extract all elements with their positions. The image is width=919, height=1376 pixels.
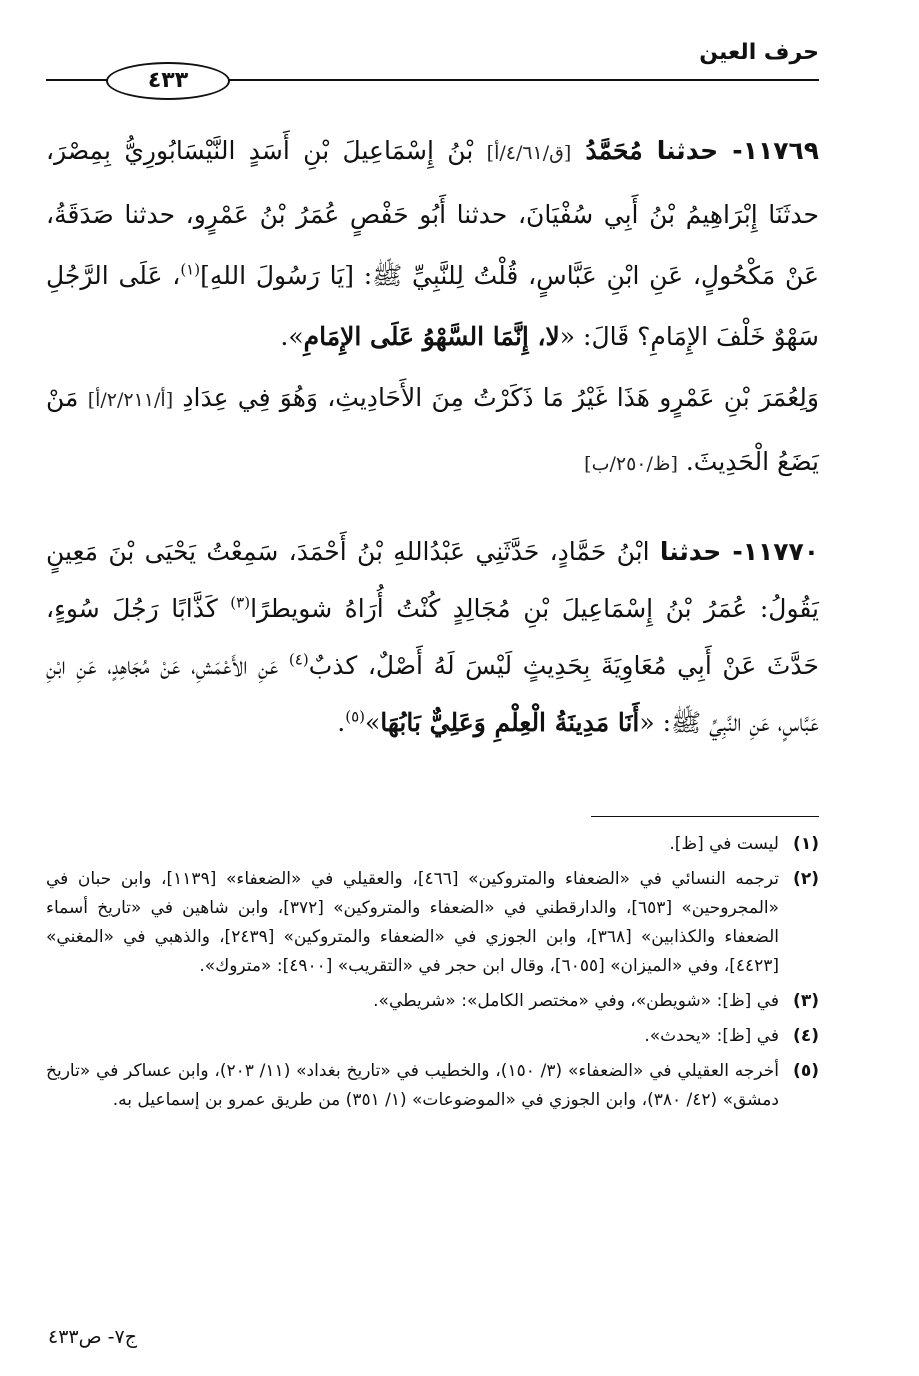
footnote-text: أخرجه العقيلي في «الضعفاء» (٣/ ١٥٠)، والخطيب في «تاريخ بغداد» (١١/ ٢٠٣)، وابن عساكر في «تاريخ دمشق» (٤٢/ ٣٨٠)، وابن الجوزي في «الموضوعات» (١/ ٣٥١) من طريق عمرو بن إسماعيل به. — [46, 1061, 779, 1110]
manuscript-ref: [ظ/٢٥٠/ب] — [584, 453, 678, 475]
footnote-text: ترجمه النسائي في «الضعفاء والمتروكين» [٤٦٦]، والعقيلي في «الضعفاء» [١١٣٩]، وابن حبان في «المجروحين» [٦٥٣]، والدارقطني في «الضعفاء والمتروكين» [٣٧٢]، وابن شاهين في «تاريخ أسماء الضعفاء والكذابين» [٣٦٨]، وابن الجوزي في «الضعفاء والمتروكين» [٢٤٣٩]، والذهبي في «المغني» [٤٤٢٣]، وفي «الميزان» [٦٠٥٥]، وقال ابن حجر في «التقريب» [٤٩٠٠]: «متروك». — [46, 869, 779, 976]
footnote-number: (٢) — [793, 869, 819, 889]
footnote-number: (١) — [793, 834, 819, 854]
footnote-number: (٤) — [793, 1026, 819, 1046]
prophetic-quote: لا، إِنَّمَا السَّهْوُ عَلَى الإِمَامِ — [303, 322, 560, 351]
footnote-marker: (٥) — [345, 707, 365, 726]
footnote-item — [46, 1022, 819, 1051]
hadith-11769 — [46, 120, 819, 367]
hadith-text: . — [337, 708, 346, 737]
manuscript-ref: [أ/٢/٢١١/أ] — [87, 389, 174, 411]
comment-text: وَلِعُمَرَ بْنِ عَمْرٍو هَذَا غَيْرُ مَا ذَكَرْتُ مِنَ الأَحَادِيثِ، وَهُوَ فِي عِدَادِ — [173, 383, 819, 412]
hadith-text: ، عَلَى الرَّجُلِ سَهْوٌ خَلْفَ الإِمَامِ؟ قَالَ: « — [46, 261, 819, 351]
footnote-number: (٣) — [793, 991, 819, 1011]
footnote-item — [46, 865, 819, 981]
narrator-name: مُحَمَّدُ — [571, 136, 657, 165]
footnote-marker: (٣) — [230, 593, 251, 612]
author-comment — [46, 367, 819, 495]
hadith-text: » — [364, 708, 381, 737]
prophetic-quote: أَنَا مَدِينَةُ الْعِلْمِ وَعَلِيٌّ بَابُهَا — [380, 708, 640, 737]
hadith-text: كَذَّابًا رَجُلَ سُوءٍ، حَدَّثَ عَنْ أَبِي مُعَاوِيَةَ بِحَدِيثٍ لَيْسَ لَهُ أَصْلٌ، كذبٌ — [46, 594, 819, 680]
hadith-text: بْنُ إِسْمَاعِيلَ بْنِ أَسَدٍ النَّيْسَابُورِيُّ بِمِصْرَ، حدثَنَا إِبْرَاهِيمُ بْنُ أَبِي سُفْيَانَ، حدثنا أَبُو حَفْصٍ عُمَرُ بْنُ عَمْرٍو، حدثنا صَدَقَةُ، عَنْ مَكْحُولٍ، عَنِ ابْنِ عَبَّاسٍ، قُلْتُ لِلنَّبِيِّ ﷺ: [يَا رَسُولَ اللهِ] — [46, 136, 819, 290]
footnote-text: في [ظ]: «شويطن»، وفي «مختصر الكامل»: «شريطي». — [373, 991, 779, 1011]
narration-tag: حدثنا — [656, 136, 719, 165]
footnote-marker: (١) — [180, 260, 201, 279]
footnote-text: في [ظ]: «يحدث». — [644, 1026, 779, 1046]
page-number-badge: ٤٣٣ — [106, 62, 230, 100]
running-head: حرف العين — [699, 40, 819, 65]
hadith-number: ١١٧٧٠- — [721, 537, 819, 566]
hadith-text: عَنِ الأَعْمَشِ، عَنْ مُجَاهِدٍ، عَنِ ابْنِ عَبَّاسٍ، عَنِ النَّبِيِّ ﷺ: « — [46, 651, 819, 737]
footnote-number: (٥) — [793, 1061, 819, 1081]
footnote-marker: (٤) — [288, 650, 309, 669]
hadith-text: ابْنُ حَمَّادٍ، حَدَّثَنِي عَبْدُاللهِ بْنُ أَحْمَدَ، سَمِعْتُ يَحْيَى بْنَ مَعِينٍ يَقُولُ: عُمَرُ بْنُ إِسْمَاعِيلَ بْنِ مُجَالِدٍ كُنْتُ أُرَاهُ شويطرًا — [46, 537, 819, 623]
hadith-number: ١١٧٦٩- — [718, 136, 819, 165]
footnote-item — [46, 987, 819, 1016]
footnote-text: ليست في [ظ]. — [669, 834, 779, 854]
manuscript-ref: [ق/٤/٦١/أ] — [486, 142, 572, 164]
hadith-11770 — [46, 523, 819, 751]
comment-text: مَنْ يَضَعُ الْحَدِيثَ. — [46, 383, 819, 476]
hadith-text: ». — [280, 322, 304, 351]
footnote-item — [46, 830, 819, 859]
narration-tag: حدثنا — [659, 537, 722, 566]
footnotes — [46, 830, 819, 1121]
page-reference: ج٧- ص٤٣٣ — [48, 1326, 137, 1348]
main-text — [46, 120, 819, 751]
page-header — [46, 28, 819, 98]
footnote-item — [46, 1057, 819, 1115]
footnote-separator — [591, 816, 819, 817]
